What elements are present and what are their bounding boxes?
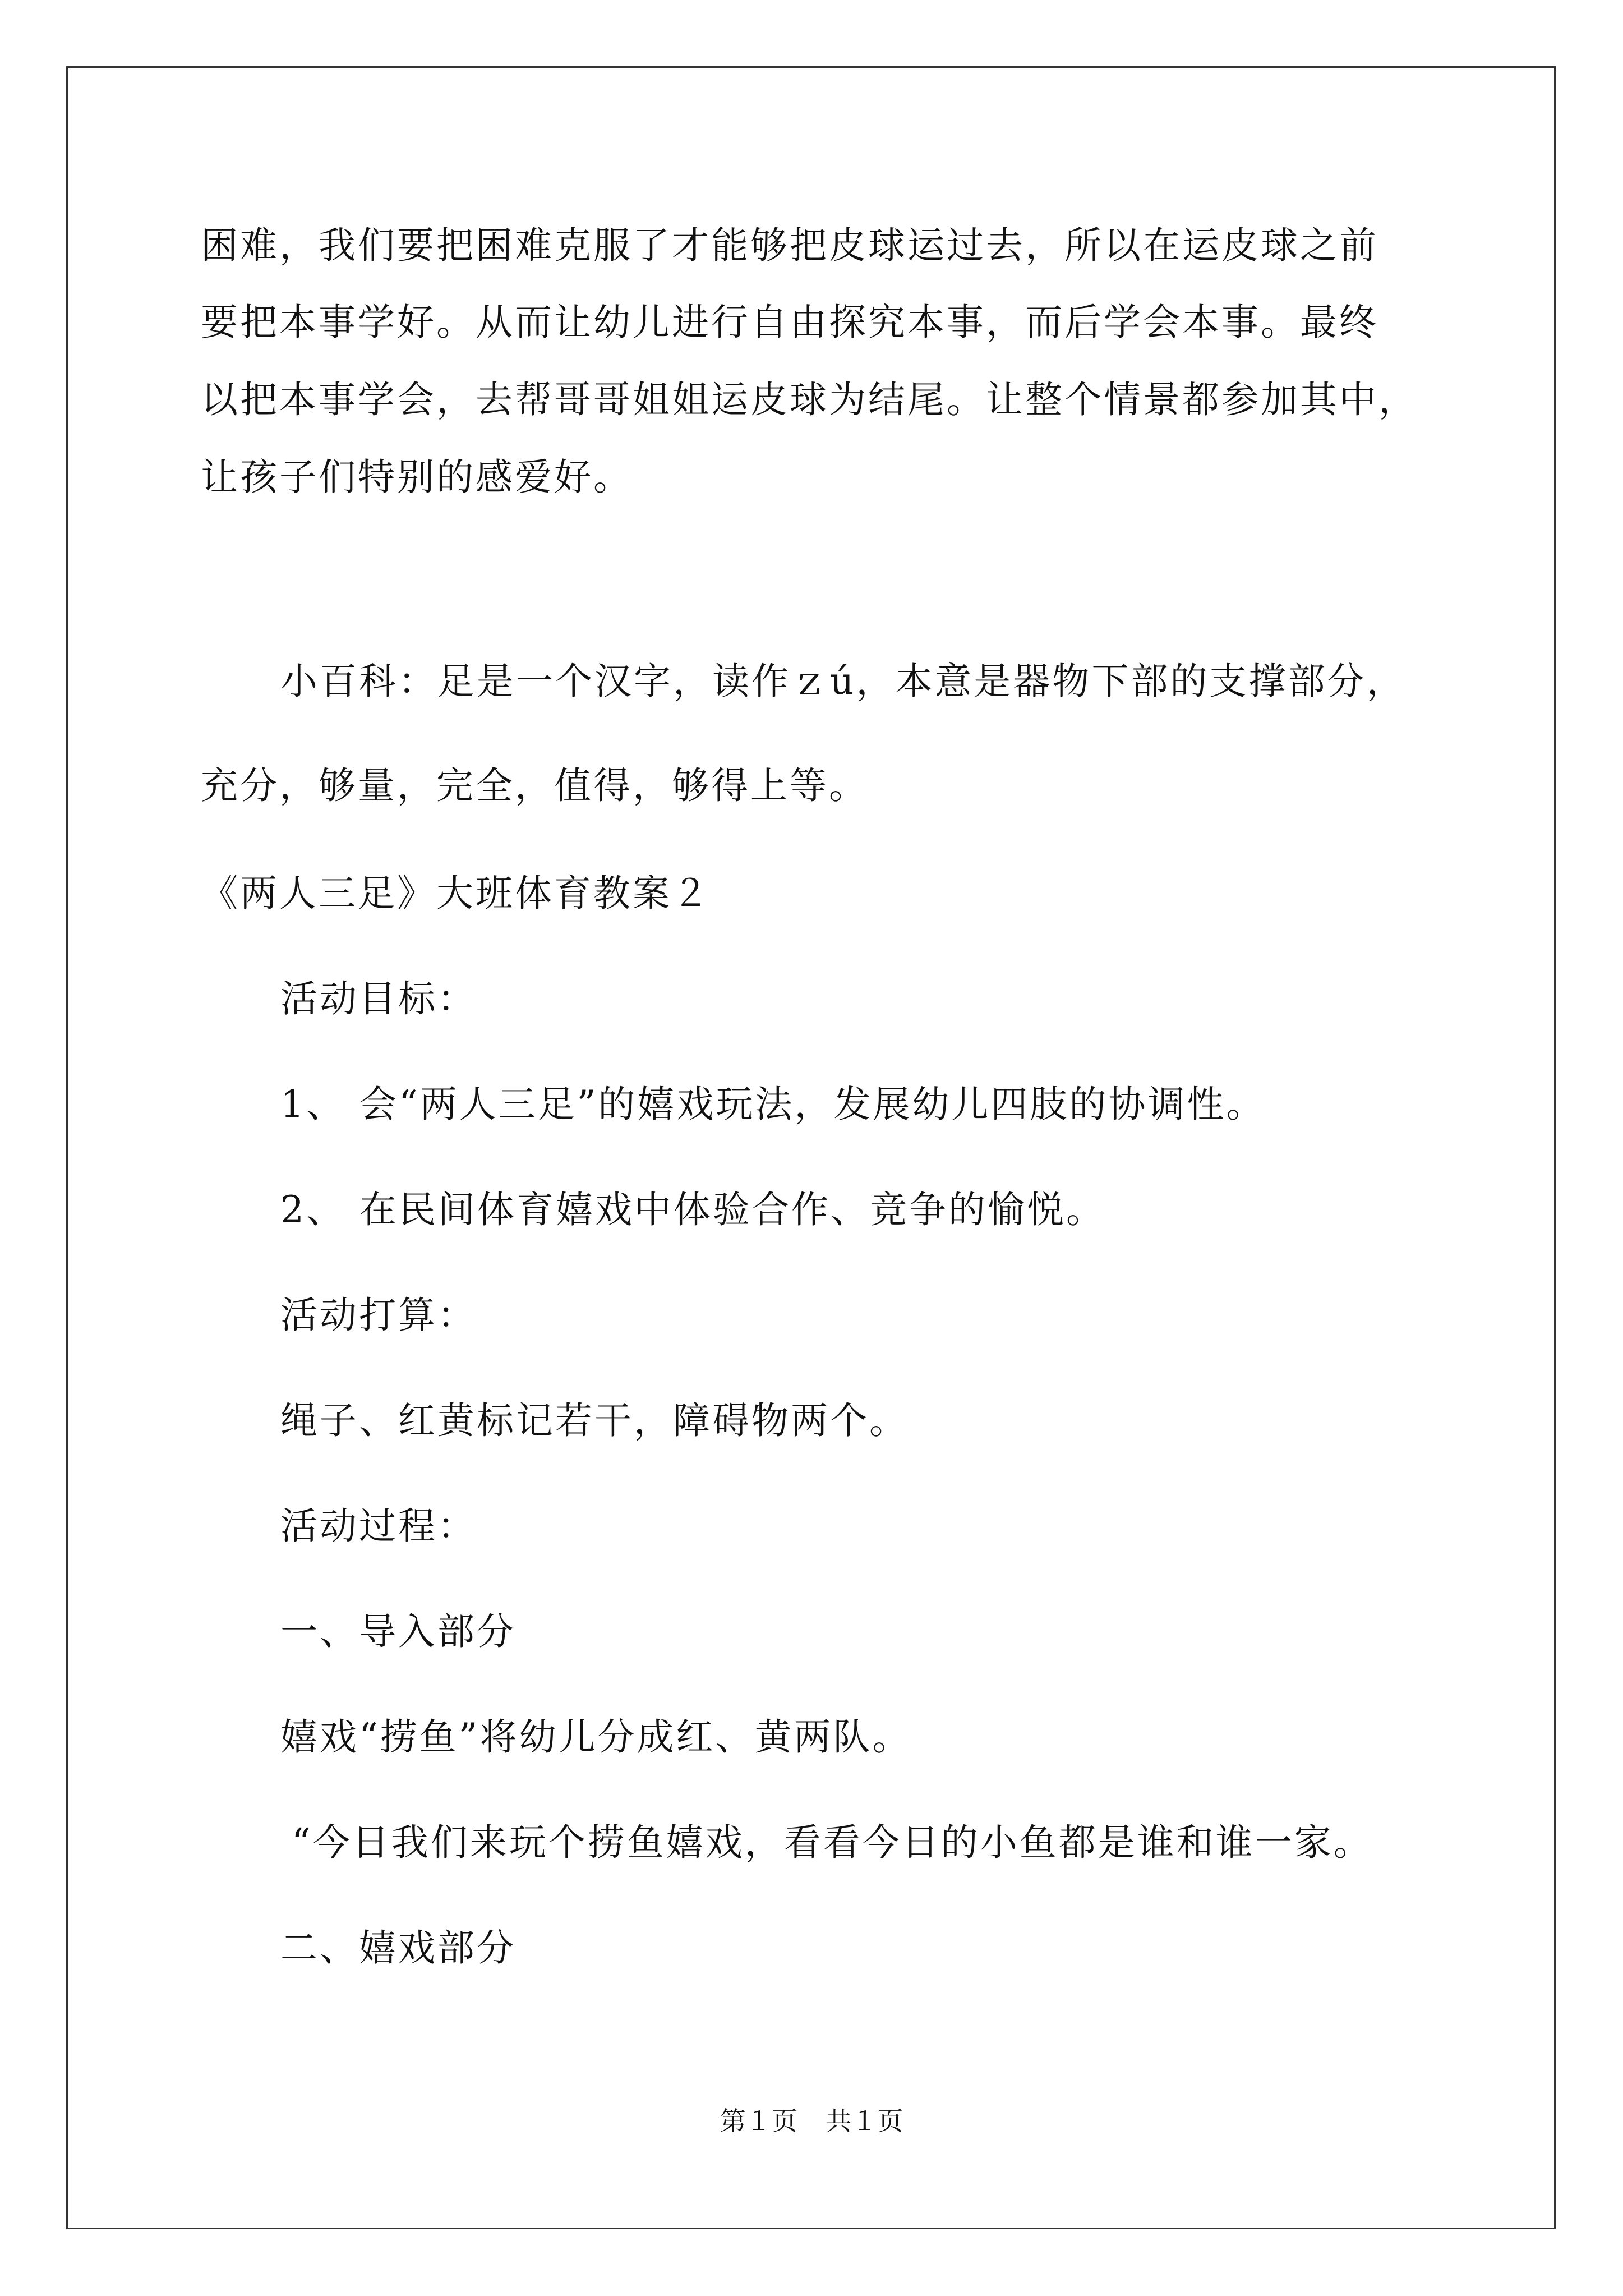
encyclopedia-note-line-2: 充分，够量，完全，值得，够得上等。 xyxy=(201,764,868,807)
game-section-heading: 二、嬉戏部分 xyxy=(280,1926,516,1970)
activity-goal-heading: 活动目标： xyxy=(280,977,477,1020)
preparation-text: 绳子、红黄标记若干，障碍物两个。 xyxy=(280,1399,909,1442)
intro-section-heading: 一、导入部分 xyxy=(280,1610,516,1653)
intro-section-text: 嬉戏“捞鱼”将幼儿分成红、黄两队。 xyxy=(280,1715,912,1759)
paragraph-line-1: 困难，我们要把困难克服了才能够把皮球运过去，所以在运皮球之前 xyxy=(201,224,1378,267)
goal-item-2: 2、 在民间体育嬉戏中体验合作、竞争的愉悦。 xyxy=(280,1188,1105,1231)
paragraph-line-3: 以把本事学会，去帮哥哥姐姐运皮球为结尾。让整个情景都参加其中， xyxy=(201,378,1418,421)
page-number: 第１页 xyxy=(720,2106,797,2136)
section-heading: 《两人三足》大班体育教案２ xyxy=(201,872,711,915)
process-heading: 活动过程： xyxy=(280,1504,477,1548)
encyclopedia-note-line-1: 小百科：足是一个汉字，读作ｚú，本意是器物下部的支撑部分， xyxy=(280,660,1406,703)
paragraph-line-4: 让孩子们特别的感爱好。 xyxy=(201,455,633,499)
intro-quote-text: “今日我们来玩个捞鱼嬉戏，看看今日的小鱼都是谁和谁一家。 xyxy=(292,1821,1373,1864)
page-footer xyxy=(0,2108,1623,2134)
goal-item-1: 1、 会“两人三足”的嬉戏玩法，发展幼儿四肢的协调性。 xyxy=(280,1083,1266,1126)
preparation-heading: 活动打算： xyxy=(280,1294,477,1337)
paragraph-line-2: 要把本事学好。从而让幼儿进行自由探究本事，而后学会本事。最终 xyxy=(201,301,1378,344)
page-total: 共１页 xyxy=(826,2106,903,2136)
